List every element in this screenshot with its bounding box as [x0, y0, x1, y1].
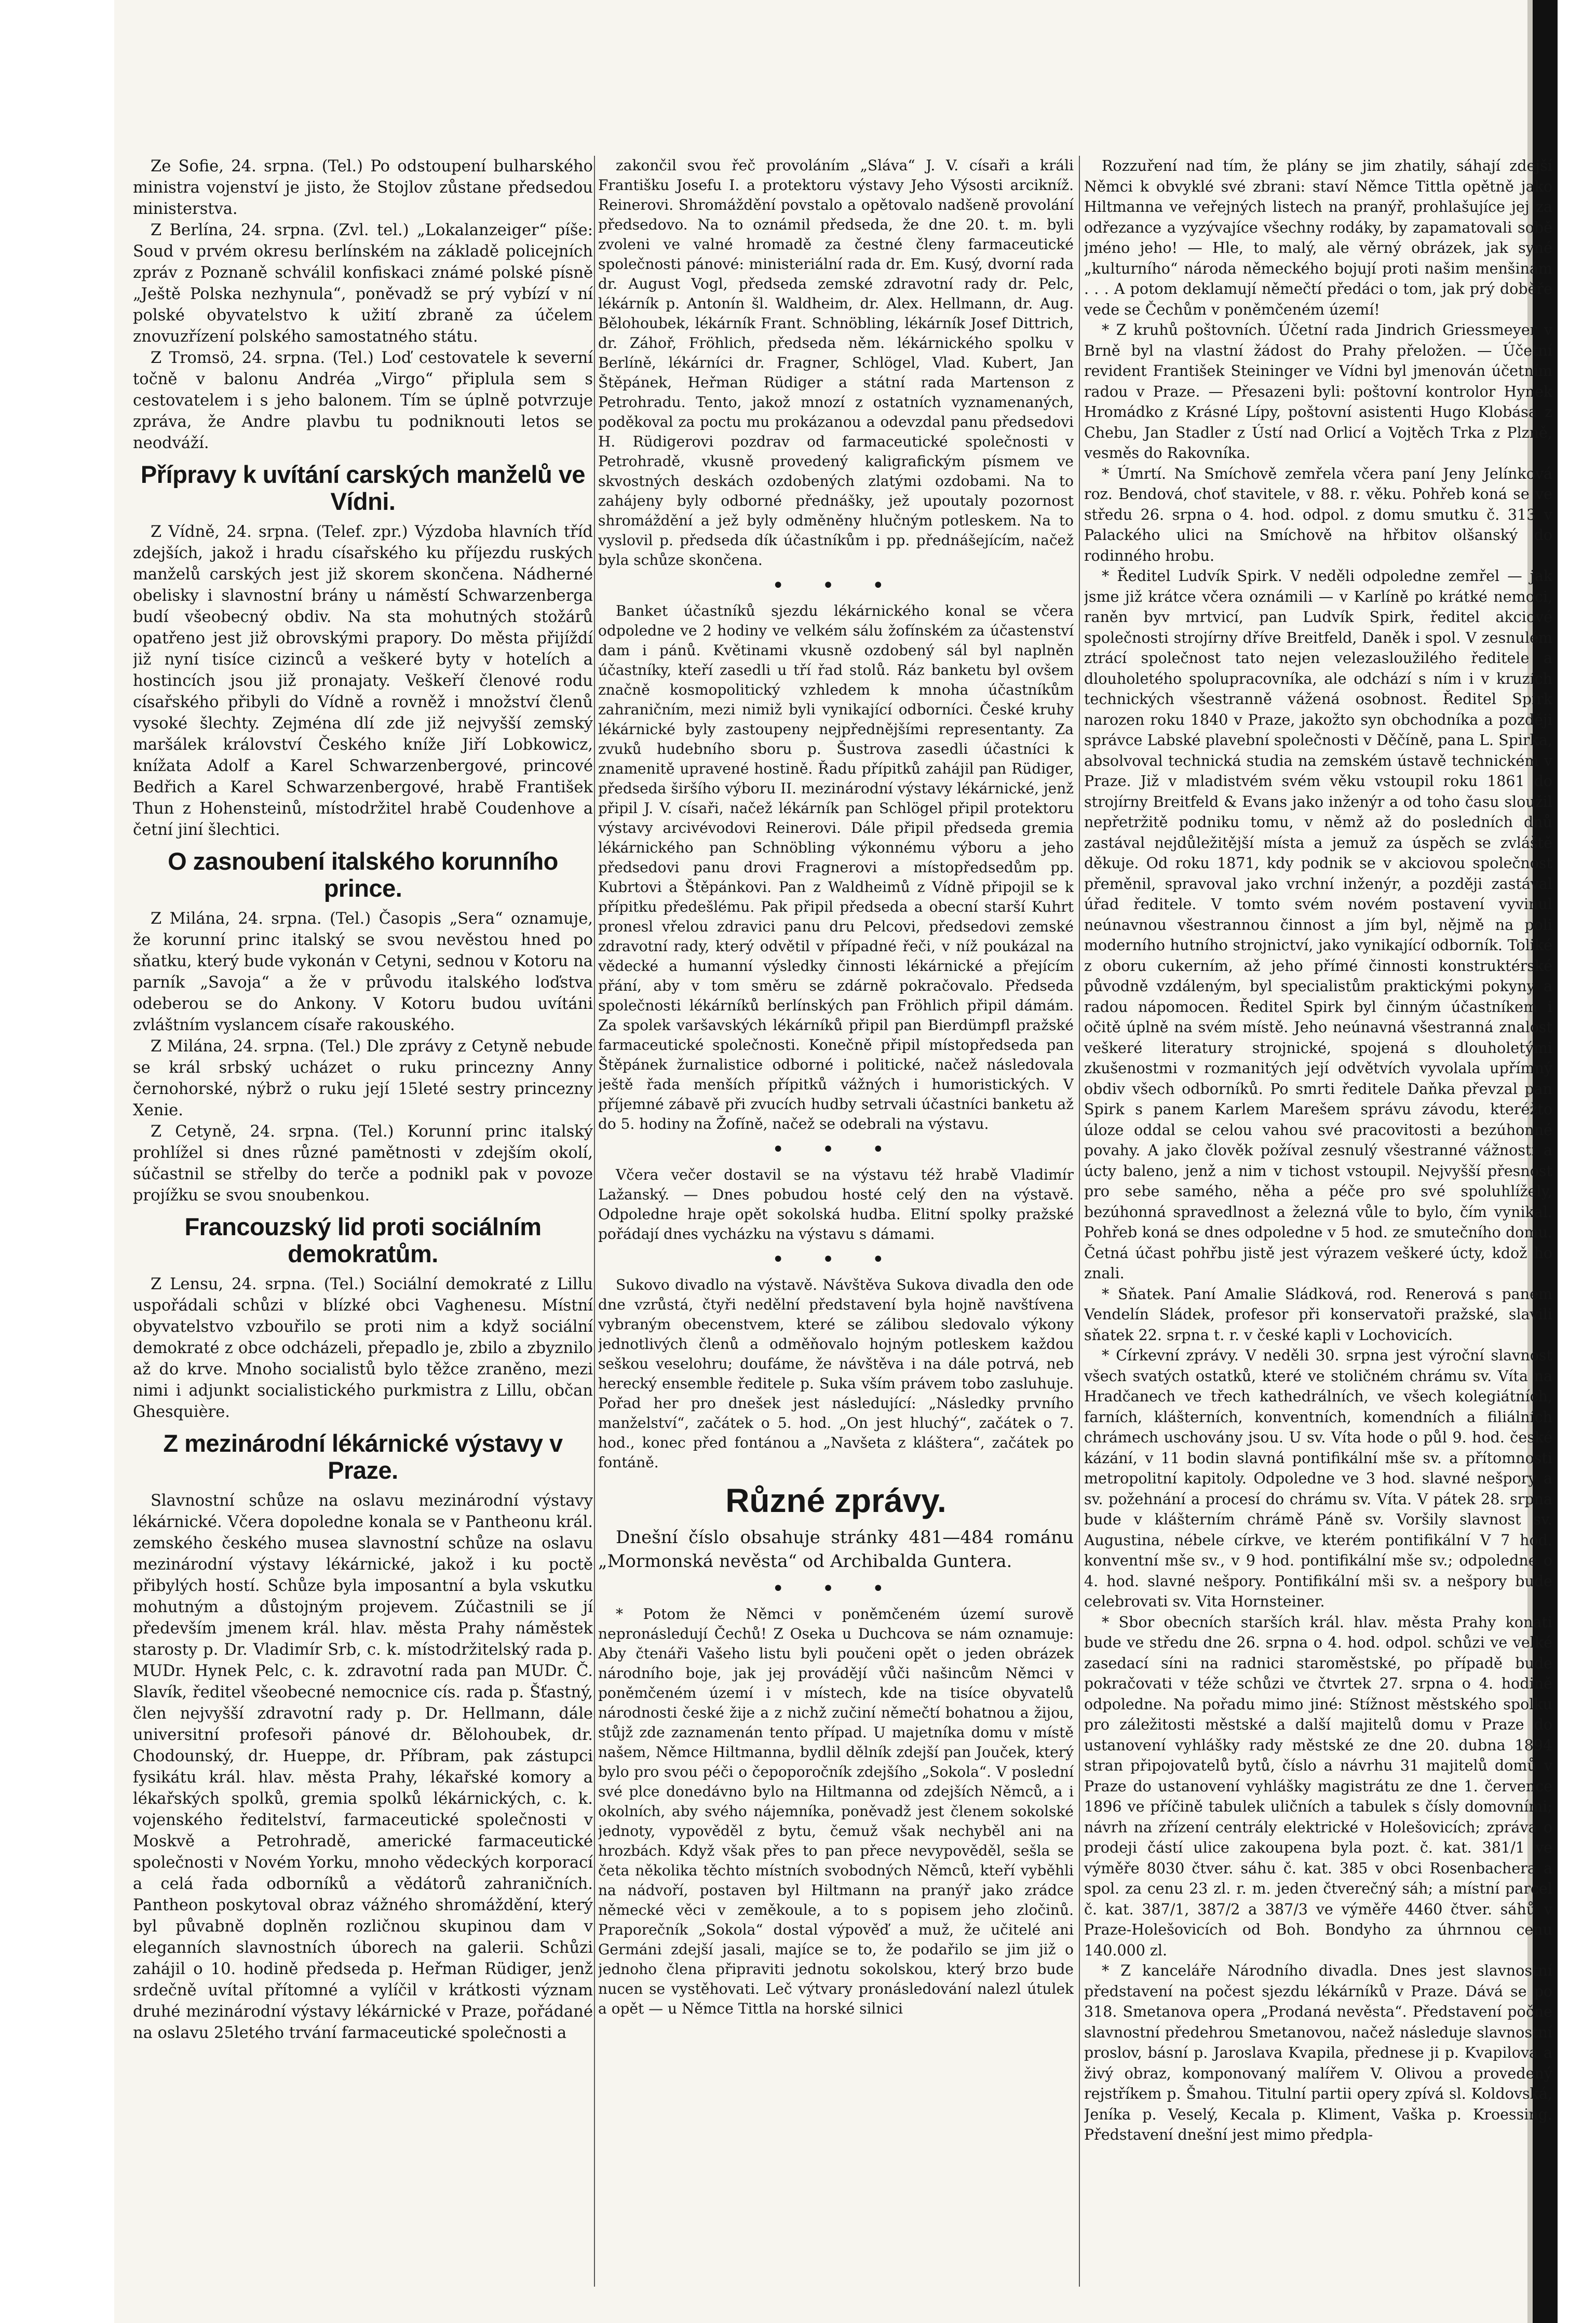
news-item-lens: Z Lensu, 24. srpna. (Tel.) Sociální demokraté z Lillu uspořádali schůzi v blízké obci Vaghenesu. Místní obyvatelstvo vzbouřilo se proti nim a když sociální demokraté z obce odcházeli, přepadlo je, zbilo a zbyznilo až do krve. Mnoho socialistů bylo těžce zraněno, mezi nimi i adjunkt socialistického purkmistra z Lillu, občan Ghesquière.	[133, 1275, 593, 1421]
news-item-church: * Církevní zprávy. V neděli 30. srpna jest výroční slavnost všech svatých ostatků, které ve stoličném chrámu sv. Víta na Hradčanech ve třech kathedrálních, ve všech kolegiátních, farních, klášterních, konventních, komendních a filiálních chrámech uschovány jsou. U sv. Víta hode o půl 9. hod. české kázání, v 11 bodin slavná pontifikální mše sv. a přítomnosti metropolitní kapitoly. Odpoledne ve 3 hod. slavné nešpory a sv. požehnání a procesí do chrámu sv. Víta. V pátek 28. srpna bude v klášterním chrámě Páně sv. Voršily slavnost sv. Augustina, nébele církve, ve kterém pontifikální V 7 hod. konventní mše sv., v 9 hod. pontifikální mše sv.; odpoledne o 4. hod. slavné nešpory. Pontifikální mši sv. a nešpory bude celebrovati sv. Vita Hornsteiner.	[1084, 1347, 1552, 1610]
article-banquet: Banket účastníků sjezdu lékárnického konal se včera odpoledne ve 2 hodiny ve velkém sálu žofínském za účastenství dam i pánů. Květinami vkusně ozdobený sál byl naplněn účastníky, kteří zasedli u tří řad stolů. Ráz banketu byl ovšem značně kosmopolitický vzhledem k mnoha účastníkům zahraničním, mezi nimiž byli vynikající odborníci. České kruhy lékárnické byly zastoupeny nejpřednějšími representanty. Za zvuků hudebního sboru p. Šustrova zasedli účastníci k znamenitě upravené hostině. Řadu přípitků zahájil pan Rüdiger, předseda širšího výboru II. mezinárodní výstavy lékárnické, jenž připil J. V. císaři, načež lékárník pan Schlögel připil protektoru výstavy arcivévodovi Reinerovi. Dále připil předseda gremia lékárnického pan Schnöbling výkonnému výboru a jeho předsedovi panu drovi Fragnerovi a místopředsedům pp. Kubrtovi a Štěpánkovi. Pan z Waldheimů z Vídně připojil se k přípitku předešlému. Pak připil předseda a obecní starší Kuhrt pronesl vřelou zdravici panu dru Pelcovi, předsedovi zemské zdravotní rady, který odvětil v případné řeči, v níž poukázal na vědecké a humanní výsledky činnosti lékárnické a přejícím přání, aby v tom směru se zdárně pokračovalo. Předseda společnosti lékárníků berlínských pan Fröhlich připil dámám. Za spolek varšavských lékárníků připil pan Bierdümpfl pražské farmaceutické společnosti. Konečně připil místopředseda pan Štěpánek žurnalistice odborné i politické, načež následovala ještě řada menších přípitků vážných i humoristických. V příjemné zábavě při zvucích hudby setrvali účastníci banketu až do 5. hodiny na Žofíně, načež se odebrali na výstavu.	[598, 602, 1074, 1132]
news-item-city-council: * Sbor obecních starších král. hlav. města Prahy konati bude ve středu dne 26. srpna o 4. hod. odpol. schůzi ve velké zasedací síni na radnici staroměstské, po případě bude pokračovati v téže schůzi ve čtvrtek 27. srpna o 4. hodině odpoledne. Na pořadu mimo jiné: Stížnost městského spolku pro záležitosti městské a další majitelů domu v Praze do ustanovení vyhlášky rady městské ze dne 20. dubna 1894 stran připojovatelů bytů, číslo a návrhu 31 majitelů domů v Praze do ustanovení vyhlášky magistrátu ze dne 1. července 1896 ve příčině tabulek uličních a tabulek s čísly domovními; návrh na zřízení centrály elektrické v Holešovicích; zpráva o prodeji částí ulice zakoupena byla pozt. č. kat. 381/1 ve výměře 8030 čtver. sáhu č. kat. 385 v obci Rosenbachera a spol. za cenu 23 zl. r. m. jeden čtverečný sáh; a místní parcel č. kat. 387/1, 387/2 a 387/3 ve výměře 4460 čtver. sáhů v Praze-Holešovicích od Boh. Bondyho za úhrnnou cenu 140.000 zl.	[1084, 1613, 1552, 1959]
column-right	[1084, 156, 1552, 2287]
headline-french-people: Francouzský lid proti sociálním demokratům.	[184, 1213, 542, 1267]
news-item-berlin: Z Berlína, 24. srpna. (Zvl. tel.) „Lokalanzeiger“ píše: Soud v prvém okresu berlínském na základě policejních zpráv z Poznaně schválil konfiskaci známé polské písně „Ještě Polska nezhynula“, poněvadž se prý vybízí v ní polské obyvatelstvo k užití zbraně za účelem znovuzřízení polského samostatného státu.	[133, 221, 593, 346]
news-item-director-spirk: * Ředitel Ludvík Spirk. V neděli odpoledne zemřel — jak jsme již krátce včera oznámili — v Karlíně po krátké nemoci, raněn byv mrtvicí, pan Ludvík Spirk, ředitel akciové společnosti strojírny dříve Breitfeld, Daněk i spol. V zesnulém ztrácí společnost tato nejen velezasloužilého ředitele a dlouholetého spolupracovníka, ale odchází s ním i v kruzích technických všestranně vážená osobnost. Ředitel Spirk narozen roku 1840 v Praze, jakožto syn obchodníka a později správce Labské plavební společnosti v Děčíně, pana L. Spirka, absolvoval technická studia na zemském ústavě technickém v Praze. Již v mladistvém svém věku vstoupil roku 1861 do strojírny Breitfeld & Evans jako inženýr a od toho času sloužil nepřetržitě podniku tomu, v němž až do posledních dnů zastával nejdůležitější místa a jemuž za úspěch se zvláště děkuje. Od roku 1871, kdy podnik se v akciovou společnost přeměnil, spravoval jako vrchní inženýr, a později zastával úřad ředitele. V tomto svém novém postavení vyvinul neúnavnou všestrannou činnost a jím byl, nějmě na poli moderního hutního strojnictví, jako vynikající odborník. Toliké z oboru cukerním, až jeho přímé činnosti konstruktérské původně vzdáleným, byl specialistům praktickými pokyny a radou nápomocen. Ředitel Spirk byl činným účastníkem i očitě úplně na svém místě. Jeho neúnavná všestranná znalost veškeré literatury strojnické, spojená s dlouholetými zkušenostmi v rozmanitých její odvětvích vyvolala upřímný obdiv všech odborníků. Po smrti ředitele Daňka převzal pan Spirk s panem Karlem Marešem správu závodu, kteréžto úloze oddal se celou vahou své pracovitosti a bezúhonné povahy. A jako člověk požíval zesnulý všestranné vážnosti a úcty baleno, jenž a nim v tichost vstoupil. Nejvyšší přesnost pro sebe samého, něha a péče pro své spoluhlížely, bezúhonná spravedlnost a železná vůle to bylo, čím vynikal. Pohřeb koná se dnes odpoledne v 5 hod. ze smutečního domu. Četná účast pohřbu jistě jest výrazem veškeré úcty, kdož ho znali.	[1084, 568, 1552, 1282]
article-germans-continued: Rozzuření nad tím, že plány se jim zhatily, sáhají zdejší Němci k obvyklé své zbrani: staví Němce Tittla opětně jako Hiltmanna ve veřejných listech na pranýř, prohlašujíce jej za odřezance a vyzývajíce všechny rodáky, by zapamatovali sobě jméno jeho! — Hle, to malý, ale věrný obrázek, jak syné „kulturního“ národa německého bojují proti našim menšinám . . . A potom deklamují němečtí předáci o tom, jak prý doběře vede se Čechům v poněmčeném území!	[1084, 157, 1552, 318]
article-pharmacy-continued: zakončil svou řeč provoláním „Sláva“ J. V. císaři a králi Františku Josefu I. a protektoru výstavy Jeho Výsosti arcikníž. Reinerovi. Shromáždění povstalo a opětovalo nadšeně provolání předsedovo. Na to oznámil předseda, že dne 20. t. m. byli zvoleni ve valné hromadě za čestné členy farmaceutické společnosti pánové: ministeriální rada dr. Em. Kusý, dvorní rada dr. August Vogl, předseda zemské zdravotní rady dr. Pelc, lékárník p. Antonín šl. Waldheim, dr. Alex. Hellmann, dr. Aug. Bělohoubek, lékárník Frant. Schnöbling, lékárník Josef Dittrich, dr. Záhoř, Fröhlich, předseda něm. lékárnického spolku v Berlíně, lékárníci dr. Fragner, Schlögel, Vlad. Kubert, Jan Štěpánek, Heřman Rüdiger a státní rada Martenson z Petrohradu. Tento, jakož mnozí z ostatních vyznamenaných, poděkoval za poctu mu prokázanou a odevzdal panu předsedovi H. Rüdigerovi pozdrav od farmaceutické společnosti v Petrohradě, vkusně provedený kaligrafickým písmem ve skvostných deskách ozdobených zlatými ozdobami. Na to zahájeny byly odborné přednášky, jež upoutaly pozornost shromáždění a jež byly odměněny hlučným potleskem. Na to vyslovil p. předseda dík účastníkům i pp. přednášejícím, načež byla schůze skončena.	[598, 157, 1074, 569]
section-separator: • • •	[772, 1138, 900, 1162]
column-rule	[594, 156, 595, 2287]
news-item-wedding: * Sňatek. Paní Amalie Sládková, rod. Renerová s panem Vendelín Sládek, profesor při konservatoři pražské, slavili sňatek 22. srpna t. r. v české kapli v Lochovicích.	[1084, 1285, 1552, 1344]
news-item-tromso: Z Tromsö, 24. srpna. (Tel.) Loď cestovatele k severní točně v balonu Andréa „Virgo“ připlula sem s cestovatelem i s jeho balonem. Tím se úplně potvrzuje zpráva, že Andre plavbu tu podniknouti letos se neodváží.	[133, 349, 593, 452]
news-item-vienna: Z Vídně, 24. srpna. (Telef. zpr.) Výzdoba hlavních tříd zdejších, jakož i hradu císařského ku příjezdu ruských manželů carských jest již skorem skončena. Nádherné obelisky i slavnostní brány u náměstí Schwarzenberga budí všeobecný obdiv. Na sta mohutných stožárů opatřeno jest již obrovskými prapory. Do města přijíždí již nyní tisíce cizinců a veškeré byty v hotelích a hostincích jsou již pronajaty. Veškeří členové rodu císařského přibyli do Vídně a rovněž i množství členů vysoké šlechty. Zejména dlí zde již nejvyšší zemský maršálek království Českého kníže Jiří Lobkowicz, knížata Adolf a Karel Schwarzenbergové, princové Bedřich a Karel Schwarzenbergové, hrabě František Thun z Hohensteinů, místodržitel hrabě Coudenhove a četní jiní šlechtici.	[133, 523, 593, 839]
headline-italian-prince: O zasnoubení italského korunního prince.	[168, 847, 558, 902]
section-separator: • • •	[772, 574, 900, 598]
news-item-death: * Úmrtí. Na Smíchově zemřela včera paní Jeny Jelínková roz. Bendová, choť stavitele, v 88. r. věku. Pohřeb koná se ve středu 26. srpna o 4. hod. odpol. z domu smutku č. 313 v Palackého ulici na Smíchově na hřbitov olšanský do rodinného hrobu.	[1084, 465, 1552, 564]
section-heading-various-news: Různé zprávy.	[725, 1482, 946, 1519]
news-item-national-theatre: * Z kanceláře Národního divadla. Dnes jest slavnostní představení na počest sjezdu lékárníků v Praze. Dává se po 318. Smetanova opera „Prodaná nevěsta“. Představení počne slavnostní předehrou Smetanovou, načež následuje slavnostní proslov, básní p. Jaroslava Kvapila, přednese ji p. Kvapilova a živý obraz, komponovaný malířem V. Olivou a provedený rejstříkem p. Šmahou. Titulní partii opery zpívá sl. Koldovská, Jeníka p. Veselý, Kecala p. Kliment, Vaška p. Kroessing. Představení dnešní jest mimo předpla-	[1084, 1962, 1552, 2143]
news-item-postal: * Z kruhů poštovních. Účetní rada Jindrich Griessmeyer v Brně byl na vlastní žádost do Prahy přeložen. — Účetní revident František Steininger ve Vídni byl jmenován účetním radou v Praze. — Přesazeni byli: poštovní kontrolor Hynek Hromádko z Krásné Lípy, poštovní asistenti Hugo Klobása z Chebu, Jan Stadler z Ústí nad Orlicí a Vojtěch Trka z Plzně, vesměs do Rakovníka.	[1084, 321, 1552, 462]
news-item-milan-2: Z Milána, 24. srpna. (Tel.) Dle zprávy z Cetyně nebude se král srbský ucházet o ruku princezny Anny černohorské, nýbrž o ruku její 15leté sestry princezny Xenie.	[133, 1037, 593, 1119]
news-item-cetinje: Z Cetyně, 24. srpna. (Tel.) Korunní princ italský prohlížel si dnes různé pamětnosti v zdejším okolí, súčastnil se střelby do terče a podnikl pak v povoze projížku se svou snoubenkou.	[133, 1123, 593, 1205]
issue-note: Dnešní číslo obsahuje stránky 481—484 románu „Mormonská nevěsta“ od Archibalda Guntera.	[598, 1527, 1074, 1572]
column-middle	[598, 156, 1074, 2287]
article-evening-visit: Včera večer dostavil se na výstavu též hrabě Vladimír Lažanský. — Dnes pobudou hosté celý den na výstavě. Odpoledne hraje opět sokolská hudba. Elitní spolky pražské pořádají dnes vycházku na výstavu s dámami.	[598, 1166, 1074, 1242]
article-suk-theatre: Sukovo divadlo na výstavě. Návštěva Sukova divadla den ode dne vzrůstá, čtyři nedělní představení byla hojně navštívena vybraným obecenstvem, které se zálibou sledovalo výkony jednotlivých členů a odměňovalo hojným potleskem každou seškou veselohru; doufáme, že návštěva i na dále potrvá, neb herecký ensemble ředitele p. Suka vším právem tobo zasluhuje. Pořad her pro dnešek jest následující: „Následky prvního manželství“, začátek o 5. hod. „On jest hluchý“, začátek o 7. hod., konec před fontánou a „Navšeta z kláštera“, začátek po fontáně.	[598, 1276, 1074, 1471]
headline-pharmacy-exhibition: Z mezinárodní lékárnické výstavy v Praze.	[163, 1429, 563, 1484]
news-item-sofia: Ze Sofie, 24. srpna. (Tel.) Po odstoupení bulharského ministra vojenství je jisto, že Stojlov zůstane předsedou ministerstva.	[133, 157, 593, 218]
section-separator: • • •	[772, 1577, 900, 1601]
article-pharmacy-meeting: Slavnostní schůze na oslavu mezinárodní výstavy lékárnické. Včera dopoledne konala se v Pantheonu král. zemského českého musea slavnostní schůze na oslavu mezinárodní výstavy lékárnické, jakož i ku poctě přibylých hostí. Schůze byla imposantní a byla vskutku mohutným a důstojným projevem. Zúčastnili se jí především jmenem král. hlav. města Prahy náměstek starosty p. Dr. Vladimír Srb, c. k. místodržitelský rada p. MUDr. Hynek Pelc, c. k. zdravotní rada pan MUDr. Č. Slavík, ředitel všeobecné nemocnice cís. rada p. Šťastný, člen nejvyšší zdravotní rady p. Dr. Hellmann, dále universitní profesoři pánové dr. Bělohoubek, dr. Chodounský, dr. Hueppe, dr. Příbram, pak zástupci fysikátu král. hlav. města Prahy, lékařské komory a lékařských spolků, gremia spolků lékárnických, c. k. vojenského ředitelství, farmaceutické společnosti v Moskvě a Petrohradě, americké farmaceutické společnosti v Novém Yorku, mnoho vědeckých korporací a celá řada odborníků a vědátorů zahraničních. Pantheon poskytoval obraz vážného shromáždění, který byl půvabně doplněn rozličnou skupinou dam v eleganních slavnostních úborech na galerii. Schůzi zahájil o 10. hodině předseda p. Heřman Rüdiger, jenž srdečně uvítal přítomné a vylíčil v krátkosti význam druhé mezinárodní výstavy lékárnické v Praze, pořádané na oslavu 25letého trvání farmaceutické společnosti a	[133, 1492, 593, 2042]
news-item-milan-1: Z Milána, 24. srpna. (Tel.) Časopis „Sera“ oznamuje, že korunní princ italský se svou nevěstou hned po sňatku, který bude vykonán v Cetyni, sednou v Kotoru na parník „Savoja“ a že v průvodu italského loďstva odeberou se do Ankony. V Kotoru budou uvítáni zvláštním vyslancem císaře rakouského.	[133, 910, 593, 1034]
column-left	[133, 156, 593, 2287]
headline-tsar-welcome: Přípravy k uvítání carských manželů ve Vídni.	[140, 461, 586, 515]
section-separator: • • •	[772, 1248, 900, 1272]
article-germans-persecution: * Potom že Němci v poněmčeném území surově nepronásledují Čechů! Z Oseka u Duchcova se nám oznamuje: Aby čtenáři Vašeho listu byli poučeni opět o jeden obrázek národního boje, jak jej provádějí vůči našincům Němci v poněmčeném území i v místech, kde na tisíce obyvatelů národnosti české žije a z nichž zučiní němečtí bohatnou a žijou, stůjž zde zaznamenán tento případ. U majetníka domu v místě našem, Němce Hiltmanna, bydlil dělník zdejší pan Jouček, který bylo pro svou péči o čepoporočník zdejšího „Sokola“. V poslední své plce donedávno bylo na Hiltmanna od zdejších Němců, a i okolních, aby svého nájemníka, poněvadž jest členem sokolské jednoty, vypověděl z bytu, čemuž však nechyběl ani na hrozbách. Když však přes to pan přece nevypověděl, sešla se četa několika těchto místních svobodných Němců, kteří vyběhli na nádvoří, postaven byl Hiltmann na pranýř jako zrádce německé věci v zeměkoule, a to s popisem jeho zločinů. Praporečník „Sokola“ dostal výpověď a muž, že učitelé ani Germáni zdejší jasali, majíce se to, že podařilo se jim již o jednoho člena připraviti jednotu sokolskou, který brzo bude nucen se vystěhovati. Leč výtvary pronásledování nalezl útulek a opět — u Němce Tittla na horské silnici	[598, 1605, 1074, 2017]
column-rule	[1079, 156, 1080, 2287]
